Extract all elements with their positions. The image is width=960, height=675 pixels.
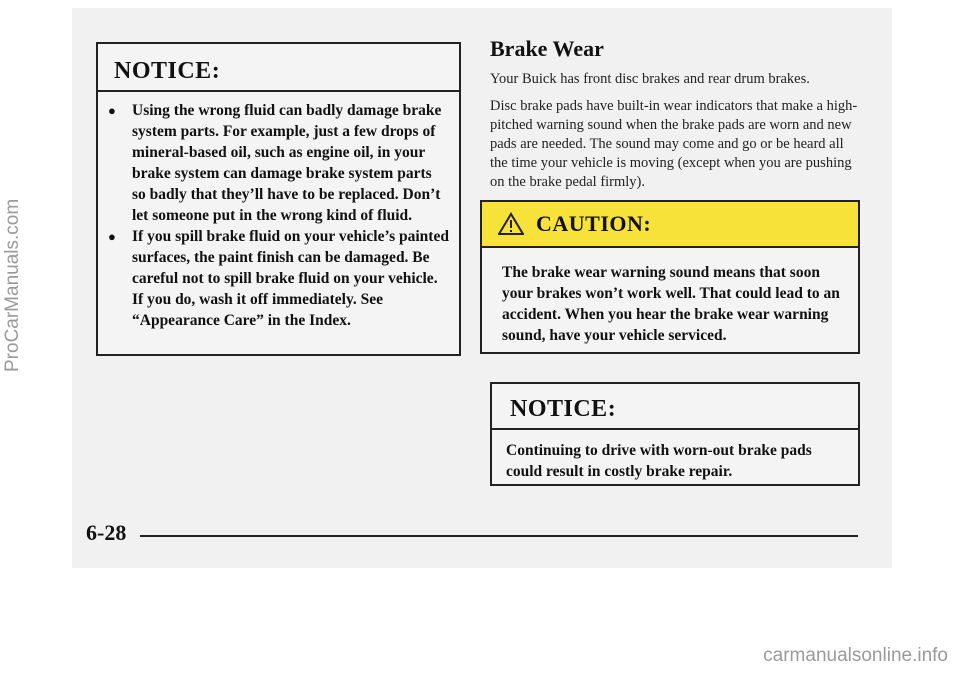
caution-text: The brake wear warning sound means that soon your brakes won’t work well. That could lead to an accident. When you hear the brake wear warning sound, have your vehicle serviced. [502,264,840,344]
notice-title: NOTICE: [510,396,617,422]
notice-bullet-text: If you spill brake fluid on your vehicle’s painted surfaces, the paint finish can be damaged. Be careful not to spill brake fluid on your vehicle. If you do, wash it off immediately. See “Appearance Care” in the Index. [132,228,449,329]
notice-bullet-list [98,92,459,331]
paragraph: Disc brake pads have built-in wear indicators that make a high-pitched warning sound when the brake pads are worn and new pads are needed. The sound may come and go or be heard all the time your vehicle is moving (except when you are pushing on the brake pedal firmly). [490,98,858,190]
notice-box-fluid [96,42,461,356]
notice-header [492,384,858,430]
notice-title: NOTICE: [114,58,221,84]
bottom-watermark: carmanualsonline.info [763,645,948,666]
page-number: 6-28 [86,520,127,545]
notice-bullet-item [108,226,449,331]
side-watermark: ProCarManuals.com [2,198,23,372]
caution-header [482,202,858,248]
notice-box-brake-pads [490,382,860,486]
bullet-icon: ● [108,229,116,244]
warning-triangle-icon [498,212,524,236]
notice-bullet-item [108,100,449,226]
bullet-icon: ● [108,103,116,118]
paragraph: Your Buick has front disc brakes and rear drum brakes. [490,71,810,87]
brake-wear-section [490,36,860,200]
footer-rule [140,535,858,537]
notice-bullet-text: Using the wrong fluid can badly damage brake system parts. For example, just a few drops of mineral-based oil, such as engine oil, in your brake system can damage brake system parts so badly that they’ll have to be replaced. Don’t let someone put in the wrong kind of fluid. [132,102,442,224]
section-title: Brake Wear [490,36,604,61]
caution-box [480,200,860,354]
caution-title: CAUTION: [536,211,652,236]
notice-text: Continuing to drive with worn-out brake pads could result in costly brake repair. [506,442,812,480]
notice-header [98,44,459,92]
